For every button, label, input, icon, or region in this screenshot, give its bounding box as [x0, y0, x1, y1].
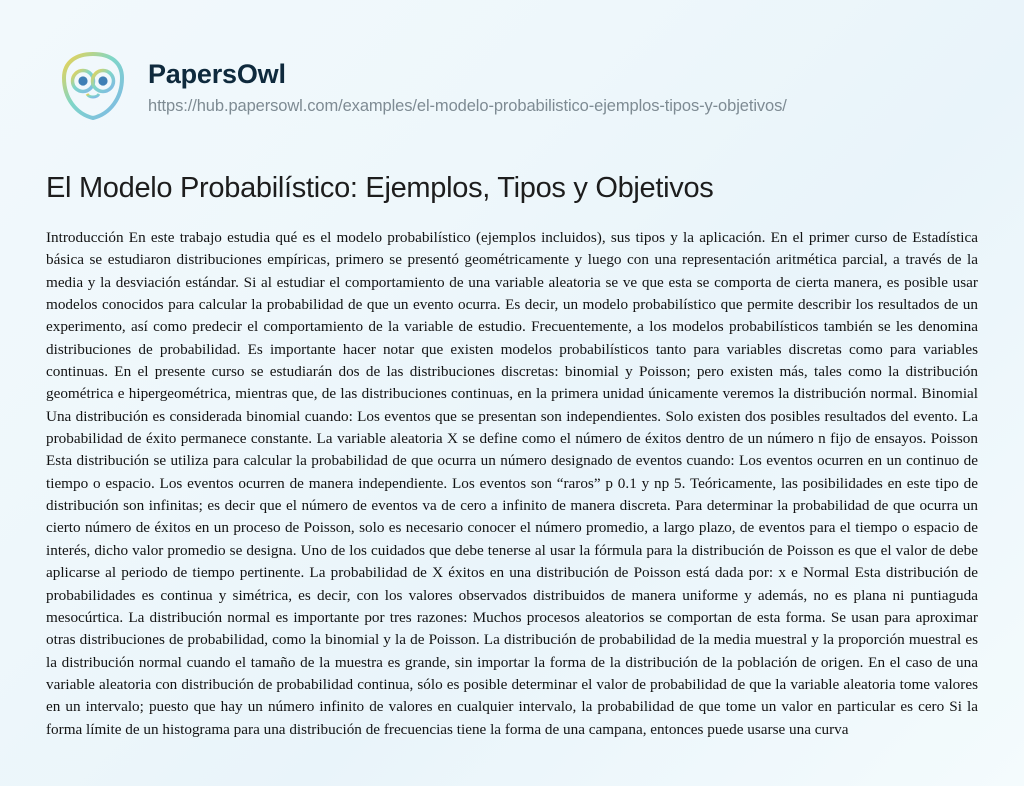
brand-name: PapersOwl	[148, 59, 286, 89]
document-body-text: Introducción En este trabajo estudia qué es el modelo probabilístico (ejemplos incluidos), sus tipos y la aplicación. En el primer curso de Estadística básica se estudiaron distribuciones empíricas, primero se presentó geométricamente y luego con una representación aritmética parcial, a través de la media y la desviación estándar. Si al estudiar el comportamiento de una variable aleatoria se ve que esta se comporta de cierta manera, es posible usar modelos conocidos para calcular la probabilidad de que un evento ocurra. Es decir, un modelo probabilístico que permite describir los resultados de un experimento, así como predecir el comportamiento de la variable de estudio. Frecuentemente, a los modelos probabilísticos también se les denomina distribuciones de probabilidad. Es importante hacer notar que existen modelos probabilísticos tanto para variables discretas como para variables continuas. En el presente curso se estudiarán dos de las distribuciones discretas: binomial y Poisson; pero existen más, tales como la distribución geométrica e hipergeométrica, mientras que, de las distribuciones continuas, en la primera unidad únicamente veremos la distribución normal. Binomial Una distribución es considerada binomial cuando: Los eventos que se presentan son independientes. Solo existen dos posibles resultados del evento. La probabilidad de éxito permanece constante. La variable aleatoria X se define como el número de éxitos dentro de un número n fijo de ensayos. Poisson Esta distribución se utiliza para calcular la probabilidad de que ocurra un número designado de eventos cuando: Los eventos ocurren en un continuo de tiempo o espacio. Los eventos ocurren de manera independiente. Los eventos son “raros” p 0.1 y np 5. Teóricamente, las posibilidades en este tipo de distribución son infinitas; es decir que el número de eventos va de cero a infinito de manera discreta. Para determinar la probabilidad de que ocurra un cierto número de éxitos en un proceso de Poisson, solo es necesario conocer el número promedio, a largo plazo, de eventos para el tiempo o espacio de interés, dicho valor promedio se designa. Uno de los cuidados que debe tenerse al usar la fórmula para la distribución de Poisson es que el valor de debe aplicarse al periodo de tiempo pertinente. La probabilidad de X éxitos en una distribución de Poisson está dada por: x e Normal Esta distribución de probabilidades es continua y simétrica, es decir, con los valores observados distribuidos de manera uniforme y además, no es plana ni puntiaguda mesocúrtica. La distribución normal es importante por tres razones: Muchos procesos aleatorios se comportan de esta forma. Se usan para aproximar otras distribuciones de probabilidad, como la binomial y la de Poisson. La distribución de probabilidad de la media muestral y la proporción muestral es la distribución normal cuando el tamaño de la muestra es grande, sin importar la forma de la distribución de la población de origen. En el caso de una variable aleatoria con distribución de probabilidad continua, sólo es posible determinar el valor de probabilidad de que la variable aleatoria tome valores en un intervalo; puesto que hay un número infinito de valores en cualquier intervalo, la probabilidad de que tome un valor en particular es cero Si la forma límite de un histograma para una distribución de frecuencias tiene la forma de una campana, entonces puede usarse una curva	[46, 229, 978, 738]
site-header	[44, 46, 980, 122]
owl-logo-icon	[56, 48, 130, 122]
brand-block	[148, 46, 787, 116]
source-url[interactable]: https://hub.papersowl.com/examples/el-modelo-probabilistico-ejemplos-tipos-y-objetivos/	[148, 97, 787, 116]
page-title: El Modelo Probabilístico: Ejemplos, Tipos y Objetivos	[46, 172, 714, 204]
